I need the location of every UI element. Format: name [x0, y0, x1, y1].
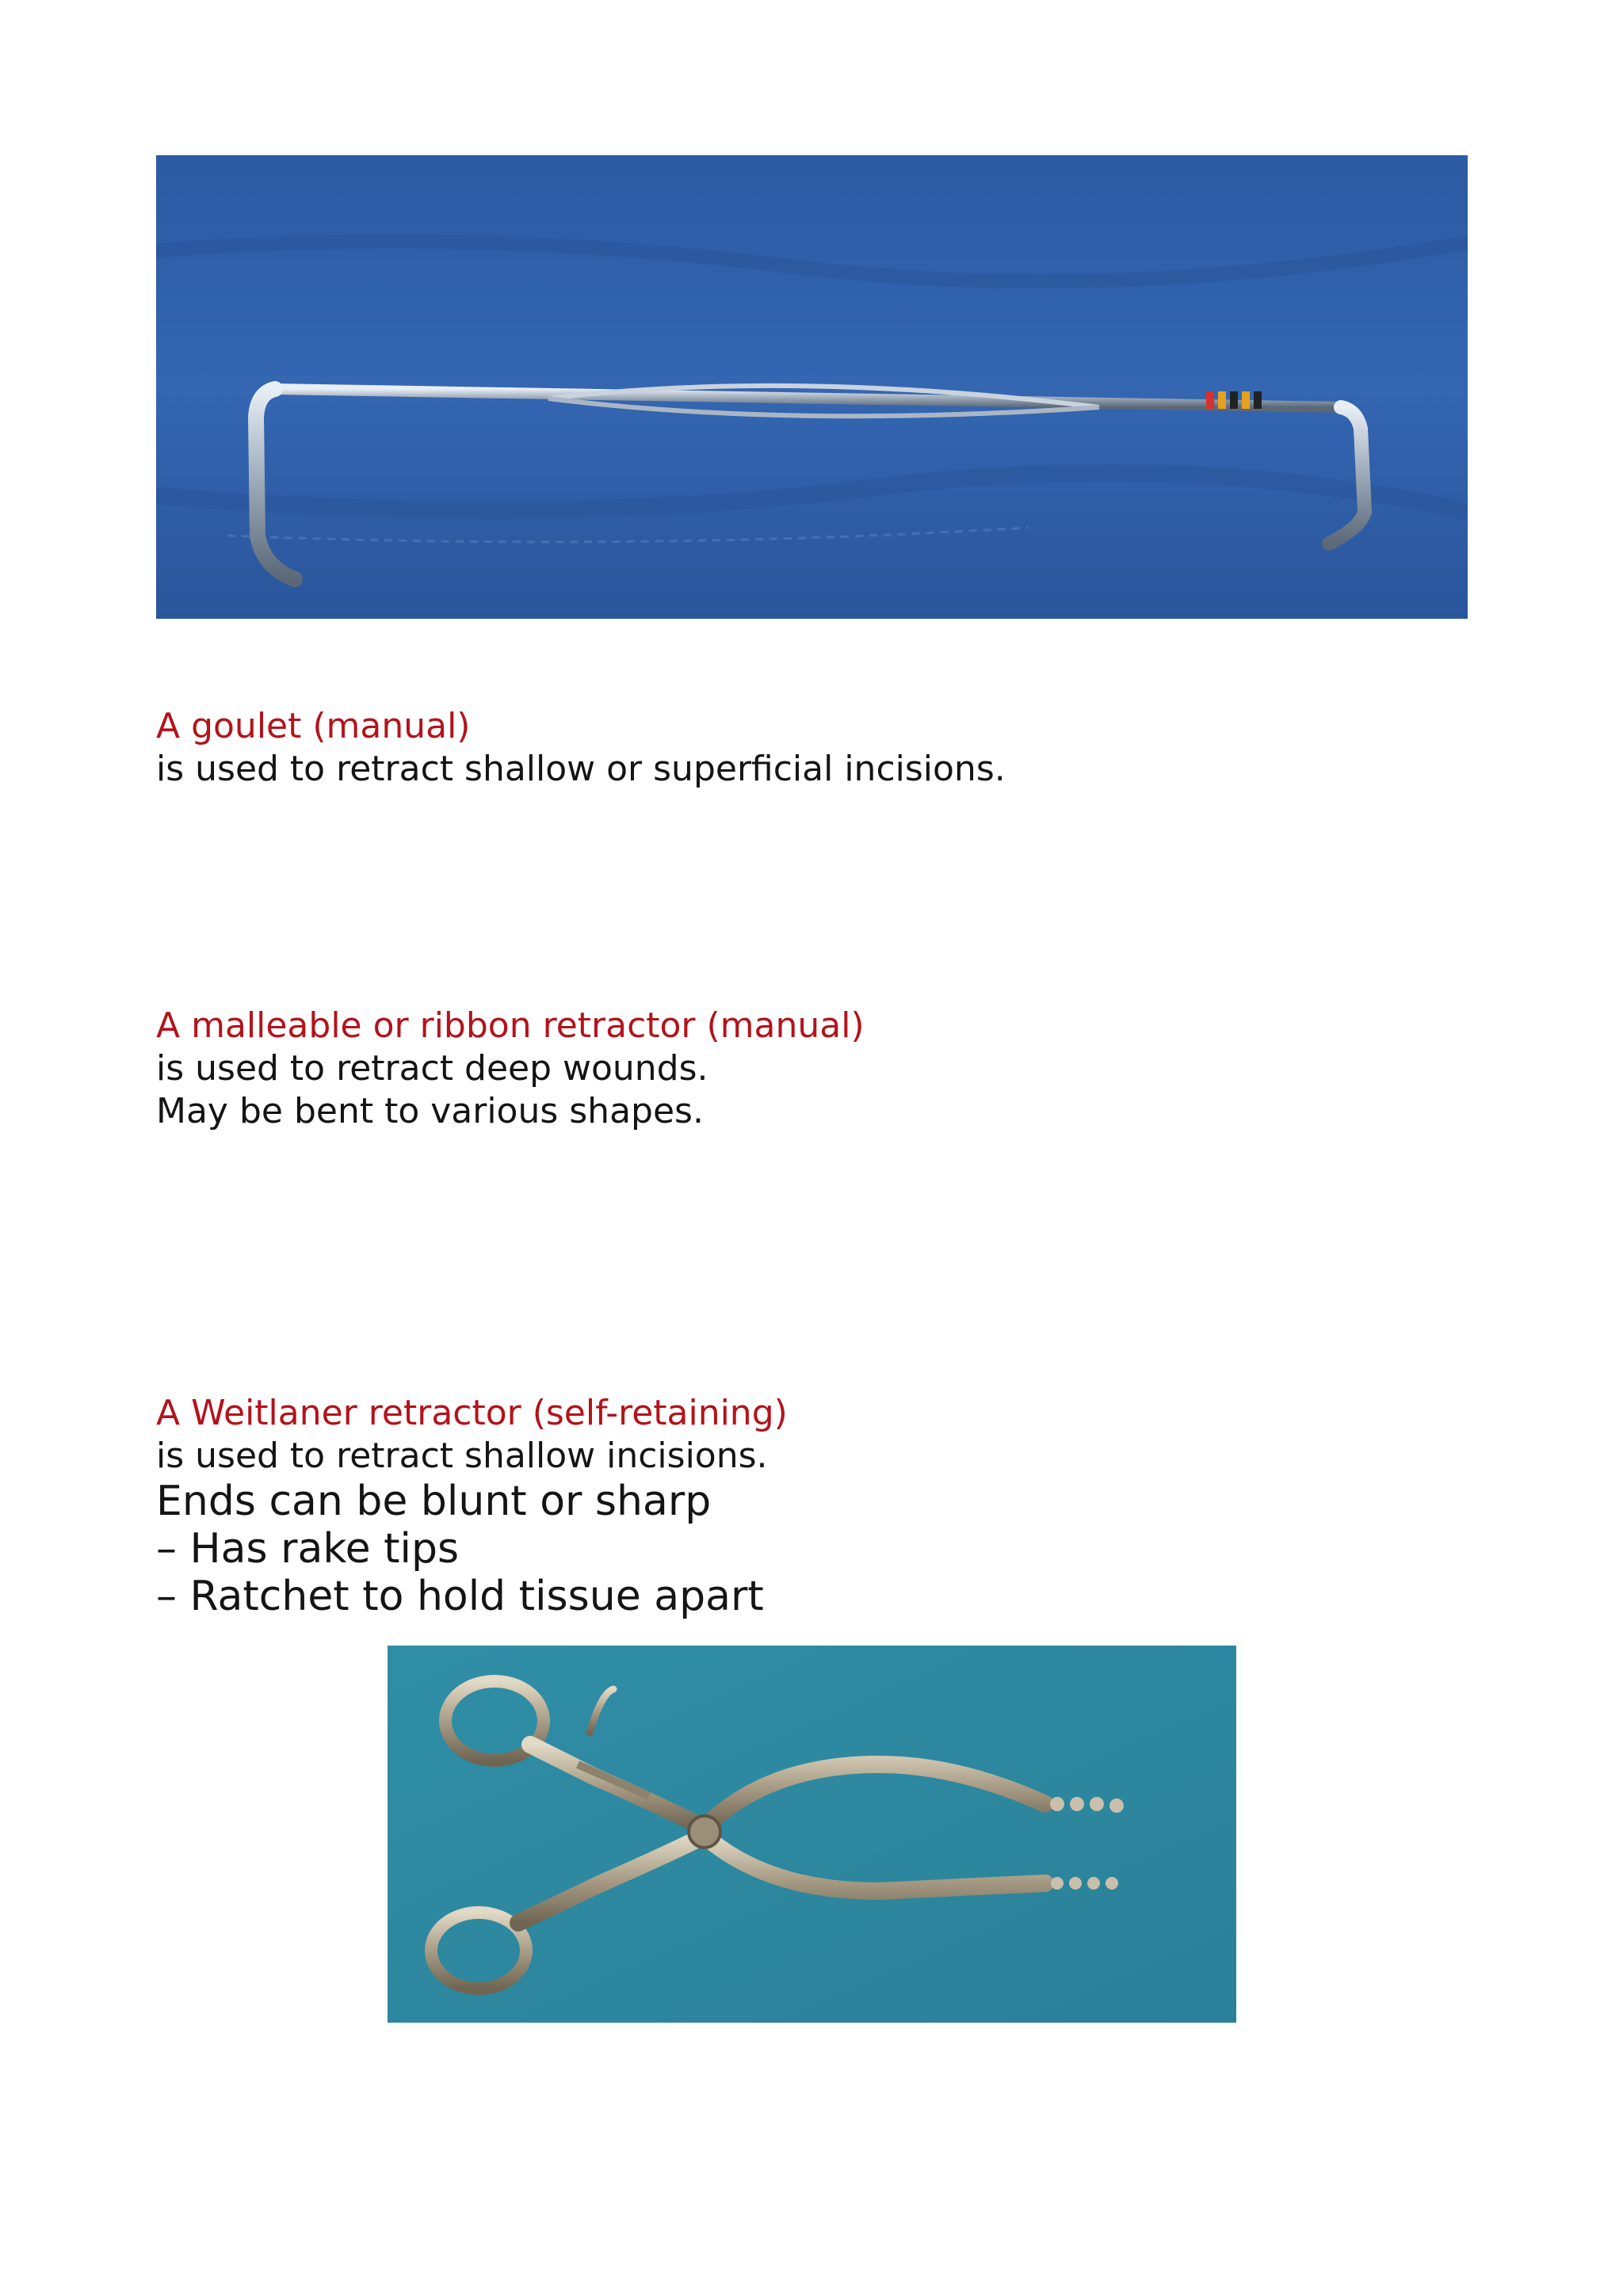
- weitlaner-point-ends: Ends can be blunt or sharp: [156, 1478, 712, 1525]
- weitlaner-point-rake-tips: – Has rake tips: [156, 1525, 460, 1573]
- weitlaner-description: is used to retract shallow incisions.: [156, 1436, 768, 1476]
- goulet-section: [156, 705, 1503, 791]
- weitlaner-point-ratchet: – Ratchet to hold tissue apart: [156, 1573, 764, 1620]
- goulet-heading: A goulet (manual): [156, 706, 471, 746]
- malleable-description: is used to retract deep wounds.: [156, 1048, 708, 1089]
- malleable-note: May be bent to various shapes.: [156, 1091, 704, 1131]
- weitlaner-retractor-image: [388, 1646, 1236, 2023]
- malleable-section: [156, 1005, 1503, 1133]
- malleable-heading: A malleable or ribbon retractor (manual): [156, 1005, 865, 1046]
- weitlaner-retractor-photo: [388, 1646, 1236, 2023]
- weitlaner-heading: A Weitlaner retractor (self-retaining): [156, 1393, 788, 1433]
- goulet-retractor-photo: [156, 155, 1468, 619]
- goulet-description: is used to retract shallow or superficial incisions.: [156, 749, 1006, 789]
- goulet-retractor-image: [156, 155, 1468, 619]
- weitlaner-section: [156, 1392, 1503, 1620]
